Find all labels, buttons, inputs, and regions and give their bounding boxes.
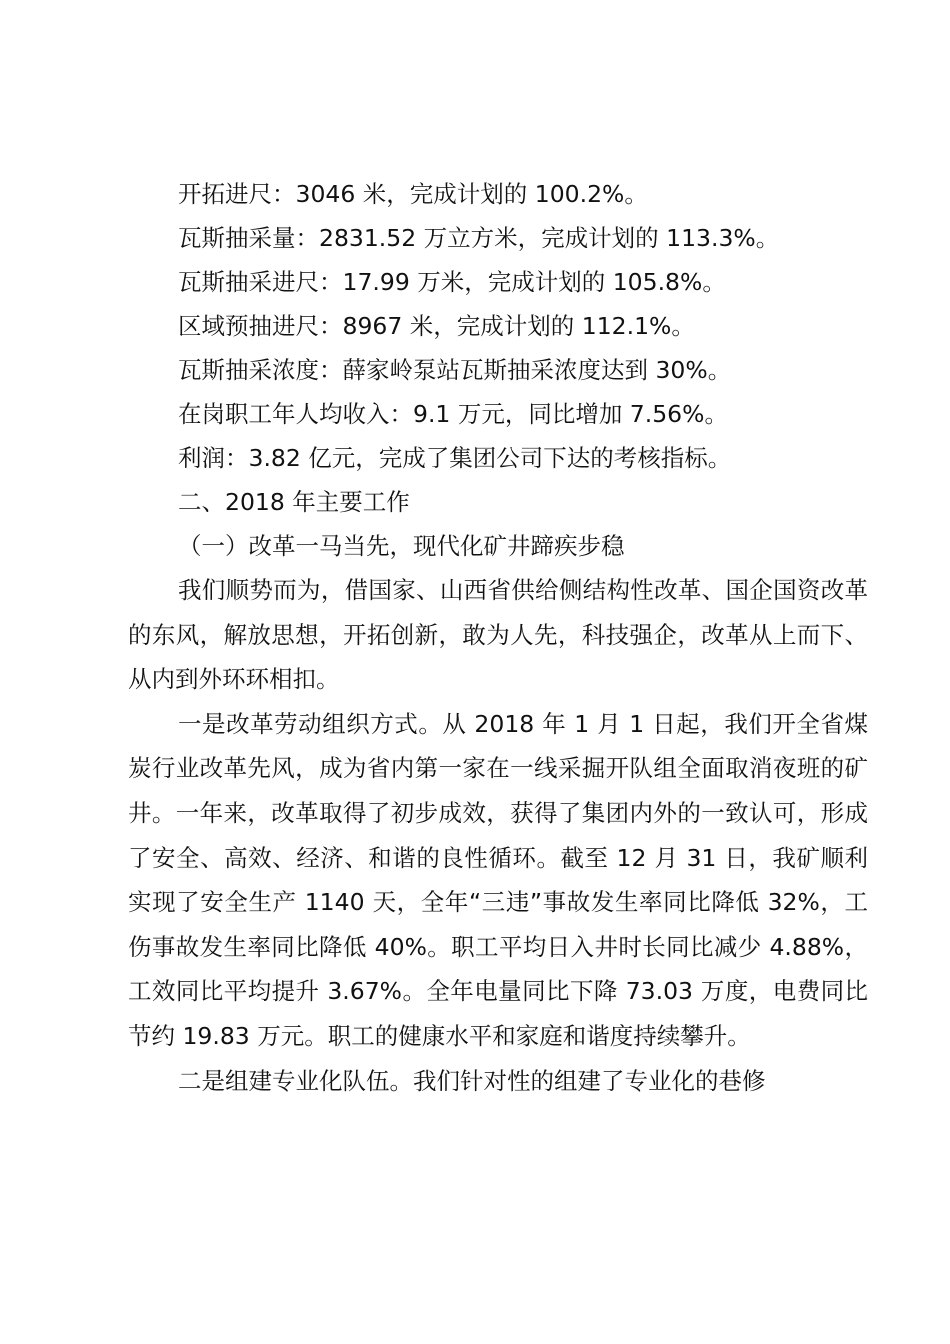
- indicator-gas-extraction-footage: 瓦斯抽采进尺：17.99 万米，完成计划的 105.8%。: [178, 268, 726, 296]
- section-heading: 二、2018 年主要工作: [178, 488, 410, 516]
- indicator-profit: 利润：3.82 亿元，完成了集团公司下达的考核指标。: [178, 444, 732, 472]
- document-body: [128, 172, 868, 1103]
- indicator-gas-extraction-volume: 瓦斯抽采量：2831.52 万立方米，完成计划的 113.3%。: [178, 224, 780, 252]
- paragraph-reform-intro: 我们顺势而为，借国家、山西省供给侧结构性改革、国企国资改革的东风，解放思想，开拓创新，敢为人先，科技强企，改革从上而下、从内到外环环相扣。: [128, 576, 868, 694]
- paragraph-specialized-teams: 二是组建专业化队伍。我们针对性的组建了专业化的巷修: [178, 1066, 766, 1095]
- paragraph-labor-reform: 一是改革劳动组织方式。从 2018 年 1 月 1 日起，我们开全省煤炭行业改革先风，成为省内第一家在一线采掘开队组全面取消夜班的矿井。一年来，改革取得了初步成效，获得了集团内外的一致认可，形成了安全、高效、经济、和谐的良性循环。截至 12 月 31 日，我矿顺利实现了安全生产 1140 天，全年“三违”事故发生率同比降低 32%，工伤事故发生率同比降低 40%。职工平均日入井时长同比减少 4.88%，工效同比平均提升 3.67%。全年电量同比下降 73.03 万度，电费同比节约 19.83 万元。职工的健康水平和家庭和谐度持续攀升。: [128, 709, 868, 1050]
- indicator-regional-pre-drainage: 区域预抽进尺：8967 米，完成计划的 112.1%。: [178, 312, 695, 340]
- indicator-average-income: 在岗职工年人均收入：9.1 万元，同比增加 7.56%。: [178, 400, 728, 428]
- indicator-heading-advance: 开拓进尺：3046 米，完成计划的 100.2%。: [178, 180, 648, 208]
- subsection-heading: （一）改革一马当先，现代化矿井蹄疾步稳: [178, 532, 625, 560]
- indicator-gas-concentration: 瓦斯抽采浓度：薛家岭泵站瓦斯抽采浓度达到 30%。: [178, 356, 732, 384]
